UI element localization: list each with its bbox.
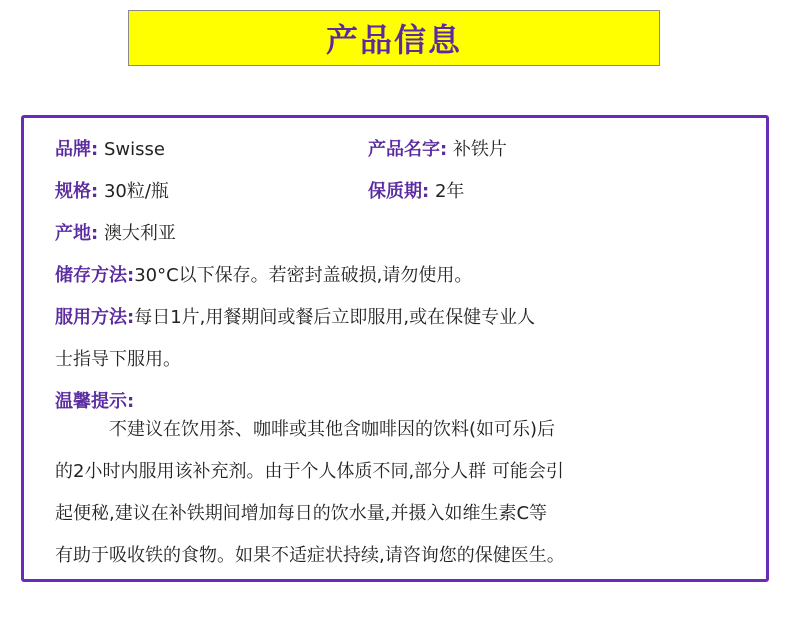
origin-row	[55, 222, 176, 246]
origin-value: 澳大利亚	[103, 223, 176, 244]
brand-row	[55, 138, 507, 162]
spec-row	[55, 180, 465, 204]
tips-text-line-4: 有助于吸收铁的食物。如果不适症状持续,请咨询您的保健医生。	[55, 545, 565, 566]
tips-line	[55, 460, 564, 484]
usage-separator: :	[127, 307, 135, 328]
product-name-separator: :	[440, 139, 448, 160]
tips-line	[55, 418, 555, 442]
usage-row	[55, 306, 535, 330]
page-title: 产品信息	[325, 21, 462, 59]
tips-line	[55, 502, 547, 526]
title-banner	[128, 10, 660, 66]
tips-text-line-3: 起便秘,建议在补铁期间增加每日的饮水量,并摄入如维生素C等	[55, 503, 548, 524]
spec-separator: :	[91, 181, 99, 202]
storage-row	[55, 264, 472, 288]
shelf-life-label: 保质期	[368, 181, 422, 202]
brand-separator: :	[91, 139, 99, 160]
tips-text-line-1: 不建议在饮用茶、咖啡或其他含咖啡因的饮料(如可乐)后	[109, 419, 556, 440]
origin-label: 产地	[55, 223, 91, 244]
origin-separator: :	[91, 223, 99, 244]
tips-label: 温馨提示	[55, 391, 127, 412]
brand-label: 品牌	[55, 139, 91, 160]
usage-label: 服用方法	[55, 307, 127, 328]
product-name-field	[368, 138, 507, 162]
usage-value-line-1: 每日1片,用餐期间或餐后立即服用,或在保健专业人	[134, 307, 536, 328]
usage-value-line-2: 士指导下服用。	[55, 349, 181, 370]
shelf-life-value: 2年	[434, 181, 465, 202]
product-name-label: 产品名字	[368, 139, 440, 160]
brand-value: Swisse	[103, 139, 165, 160]
spec-label: 规格	[55, 181, 91, 202]
usage-row-continued	[55, 348, 181, 372]
tips-text-line-2: 的2小时内服用该补充剂。由于个人体质不同,部分人群 可能会引	[55, 461, 564, 482]
storage-value: 30°C以下保存。若密封盖破损,请勿使用。	[134, 265, 473, 286]
shelf-life-field	[368, 180, 464, 204]
product-info-box	[21, 115, 769, 582]
tips-heading-row	[55, 390, 134, 414]
tips-separator: :	[127, 391, 135, 412]
spec-value: 30粒/瓶	[103, 181, 169, 202]
tips-line	[55, 544, 565, 568]
storage-label: 储存方法	[55, 265, 127, 286]
shelf-life-separator: :	[422, 181, 430, 202]
storage-separator: :	[127, 265, 135, 286]
product-name-value: 补铁片	[452, 139, 507, 160]
